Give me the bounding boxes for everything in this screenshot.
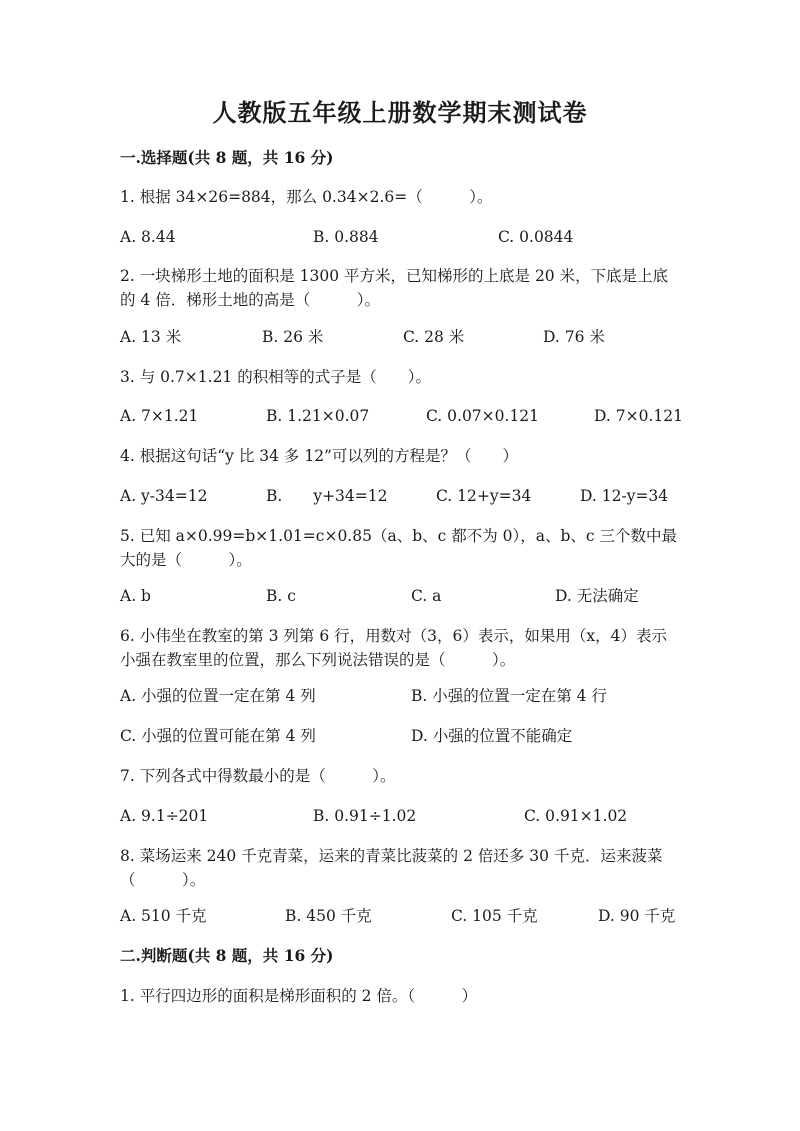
question-text: 6. 小伟坐在教室的第 3 列第 6 行，用数对（3，6）表示，如果用（x，4）表示: [120, 627, 667, 645]
question-5-options: [120, 585, 680, 607]
option-d: D. 90 千克: [598, 907, 676, 925]
option-a: A. 9.1÷201: [120, 807, 209, 825]
section-heading-judgment: 二.判断题(共 8 题，共 16 分): [120, 946, 334, 965]
question-8-options: [120, 905, 680, 927]
question-text: 3. 与 0.7×1.21 的积相等的式子是（ ）。: [120, 368, 431, 386]
option-d: D. 小强的位置不能确定: [411, 727, 573, 745]
question-text: 1. 平行四边形的面积是梯形面积的 2 倍。（ ）: [120, 987, 478, 1005]
option-a: A. 13 米: [120, 328, 182, 346]
option-c: C. 28 米: [403, 328, 465, 346]
option-a: A. b: [120, 587, 151, 605]
option-b: B. 26 米: [262, 328, 324, 346]
option-c: C. 0.0844: [498, 228, 574, 246]
page-title: 人教版五年级上册数学期末测试卷: [212, 98, 588, 127]
question-6-options-row2: [120, 725, 680, 747]
option-b: B. 0.884: [313, 228, 379, 246]
question-text: 7. 下列各式中得数最小的是（ ）。: [120, 767, 396, 785]
option-a: A. 7×1.21: [120, 407, 199, 425]
option-a: A. 8.44: [120, 228, 176, 246]
option-b: B. c: [266, 587, 296, 605]
question-3-options: [120, 405, 683, 427]
option-c: C. 小强的位置可能在第 4 列: [120, 727, 316, 745]
option-b: B. 450 千克: [285, 907, 372, 925]
option-c: C. 0.07×0.121: [426, 407, 540, 425]
question-4-options: [120, 485, 680, 507]
question-2-options: [120, 326, 680, 348]
question-7-options: [120, 805, 680, 827]
option-a: A. 510 千克: [120, 907, 207, 925]
option-c: C. a: [411, 587, 442, 605]
question-text: 8. 菜场运来 240 千克青菜，运来的青菜比菠菜的 2 倍还多 30 千克．运来菠菜: [120, 847, 663, 865]
question-1: [120, 186, 680, 208]
option-b: B. y+34=12: [266, 487, 388, 505]
option-c: C. 0.91×1.02: [524, 807, 628, 825]
option-d: D. 76 米: [543, 328, 605, 346]
question-text: 大的是（ ）。: [120, 551, 252, 569]
question-text: 1. 根据 34×26=884，那么 0.34×2.6=（ ）。: [120, 188, 493, 206]
question-5: [120, 525, 680, 571]
option-b: B. 1.21×0.07: [266, 407, 370, 425]
question-4: [120, 445, 680, 467]
option-a: A. y-34=12: [120, 487, 208, 505]
question-2: [120, 265, 680, 311]
question-6: [120, 625, 680, 671]
judgment-question-1: [120, 985, 680, 1007]
question-text: （ ）。: [120, 871, 206, 889]
option-c: C. 12+y=34: [436, 487, 532, 505]
question-6-options-row1: [120, 685, 680, 707]
option-a: A. 小强的位置一定在第 4 列: [120, 687, 316, 705]
option-d: D. 无法确定: [555, 587, 639, 605]
option-b: B. 0.91÷1.02: [313, 807, 417, 825]
question-1-options: [120, 226, 680, 248]
option-b: B. 小强的位置一定在第 4 行: [411, 687, 607, 705]
option-c: C. 105 千克: [451, 907, 538, 925]
question-text: 小强在教室里的位置，那么下列说法错误的是（ ）。: [120, 651, 516, 669]
question-text: 的 4 倍．梯形土地的高是（ ）。: [120, 291, 380, 309]
option-d: D. 7×0.121: [594, 407, 683, 425]
question-8: [120, 845, 680, 891]
question-3: [120, 366, 680, 388]
question-7: [120, 765, 680, 787]
section-heading-choice: 一.选择题(共 8 题，共 16 分): [120, 148, 334, 167]
question-text: 4. 根据这句话“y 比 34 多 12”可以列的方程是？（ ）: [120, 447, 518, 465]
question-text: 5. 已知 a×0.99=b×1.01=c×0.85（a、b、c 都不为 0），a、b、c 三个数中最: [120, 527, 678, 545]
option-d: D. 12-y=34: [580, 487, 669, 505]
question-text: 2. 一块梯形土地的面积是 1300 平方米，已知梯形的上底是 20 米，下底是上底: [120, 267, 669, 285]
